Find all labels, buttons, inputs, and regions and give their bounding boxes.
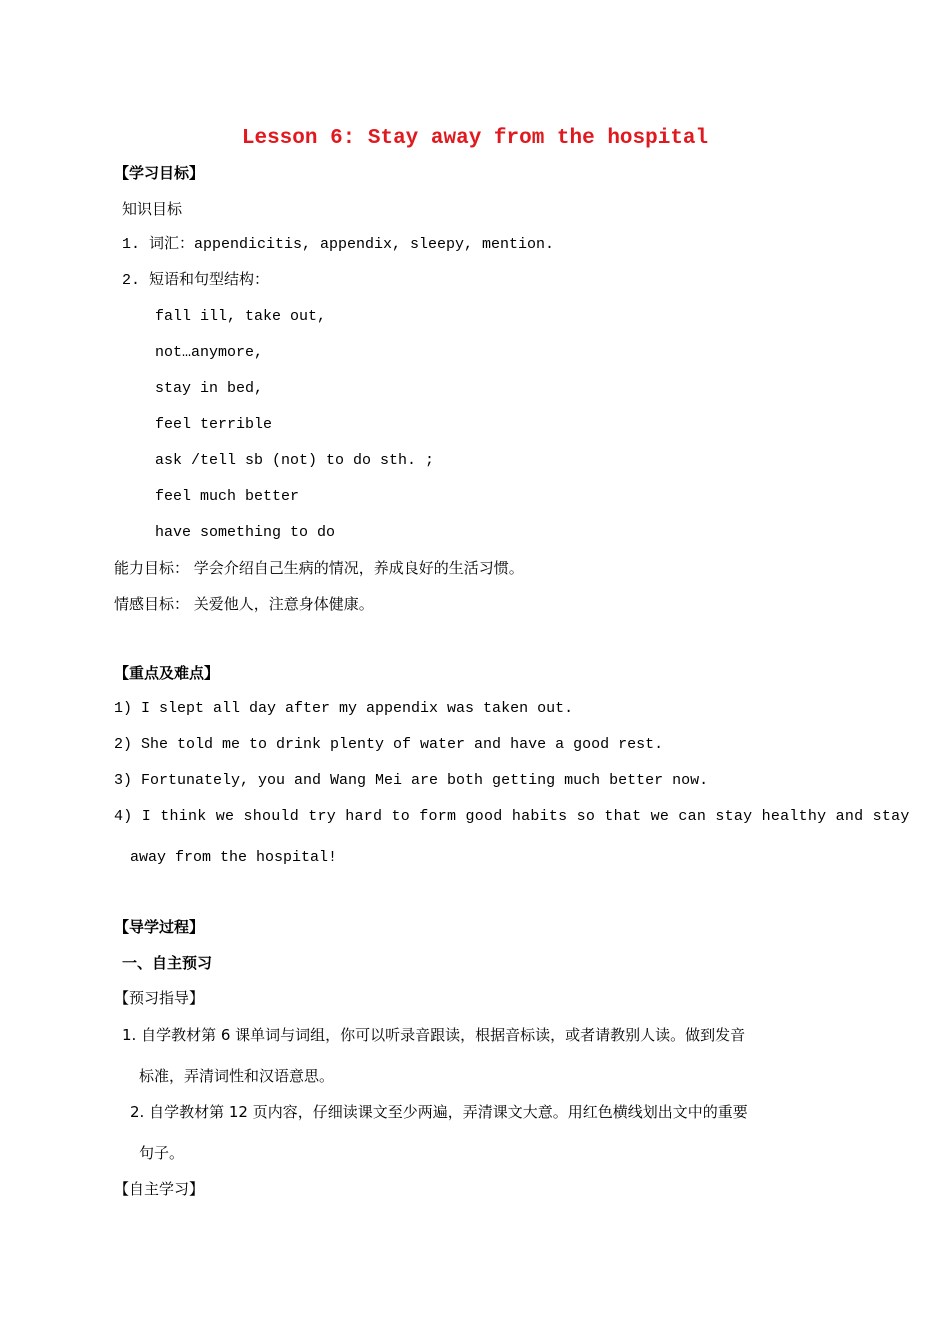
preview-guide-heading: 【预习指导】 <box>114 989 205 1007</box>
page-title: Lesson 6: Stay away from the hospital <box>241 127 709 150</box>
key-points-heading: 【重点及难点】 <box>114 664 220 682</box>
guide-item: 1. 自学教材第 6 课单词与词组，你可以听录音跟读，根据音标读，或者请教别人读。做到发音 <box>122 1026 746 1044</box>
phrase-item: ask /tell sb (not) to do sth. ; <box>155 452 435 469</box>
phrases-label: 2. 短语和句型结构： <box>122 272 270 289</box>
emotion-objective: 情感目标： 关爱他人，注意身体健康。 <box>114 595 374 613</box>
section-self-preview: 一、自主预习 <box>122 954 213 972</box>
self-study-heading: 【自主学习】 <box>114 1180 205 1198</box>
phrase-item: feel much better <box>155 488 300 505</box>
phrase-item: feel terrible <box>155 416 273 433</box>
knowledge-objectives-label: 知识目标 <box>122 200 183 218</box>
phrase-item: stay in bed, <box>155 380 264 397</box>
key-point-item: 4) I think we should try hard to form good habits so that we can stay healthy and stay <box>114 808 910 825</box>
key-point-item: 2) She told me to drink plenty of water and have a good rest. <box>114 736 664 753</box>
guide-item: 2. 自学教材第 12 页内容，仔细读课文至少两遍，弄清课文大意。用红色横线划出文中的重要 <box>130 1103 748 1121</box>
phrase-item: not…anymore, <box>155 344 264 361</box>
ability-objective: 能力目标： 学会介绍自己生病的情况，养成良好的生活习惯。 <box>114 559 524 577</box>
guide-item-continued: 标准，弄清词性和汉语意思。 <box>139 1067 335 1085</box>
key-point-item: 3) Fortunately, you and Wang Mei are both getting much better now. <box>114 772 709 789</box>
phrase-item: fall ill, take out, <box>155 308 327 325</box>
objectives-heading: 【学习目标】 <box>114 164 205 182</box>
key-point-item: 1) I slept all day after my appendix was taken out. <box>114 700 574 717</box>
phrase-item: have something to do <box>155 524 336 541</box>
vocab-line: 1. 词汇：appendicitis, appendix, sleepy, mention. <box>122 236 555 253</box>
process-heading: 【导学过程】 <box>114 918 205 936</box>
guide-item-continued: 句子。 <box>139 1144 185 1162</box>
key-point-item-continued: away from the hospital! <box>130 849 338 866</box>
